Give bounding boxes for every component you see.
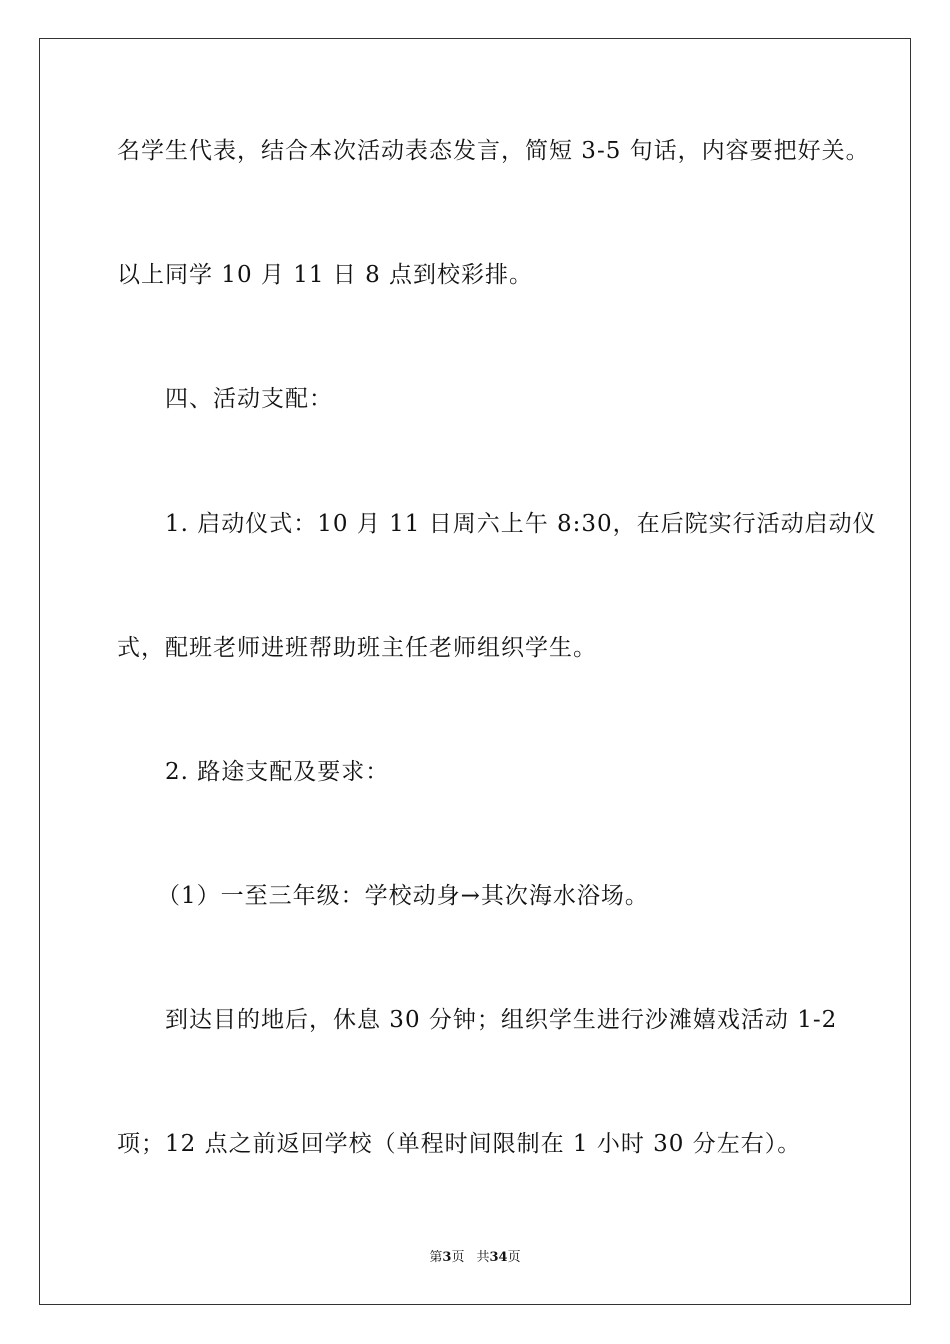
total-pages: 34: [489, 1250, 508, 1265]
body-line-6: 2. 路途支配及要求：: [165, 759, 390, 785]
body-line-9: 项；12 点之前返回学校（单程时间限制在 1 小时 30 分左右）。: [117, 1131, 802, 1157]
body-line-7: （1）一至三年级：学校动身→其次海水浴场。: [157, 883, 649, 909]
total-prefix: 共: [476, 1250, 490, 1265]
page-number: 3: [442, 1250, 452, 1265]
body-line-4: 1. 启动仪式：10 月 11 日周六上午 8:30，在后院实行活动启动仪: [165, 511, 877, 537]
page-footer: [0, 1250, 950, 1266]
page-prefix: 第: [429, 1250, 443, 1265]
total-suffix: 页: [507, 1250, 521, 1265]
body-line-2: 以上同学 10 月 11 日 8 点到校彩排。: [117, 262, 534, 288]
body-line-1: 名学生代表，结合本次活动表态发言，简短 3-5 句话，内容要把好关。: [117, 138, 870, 164]
page-border: [39, 38, 911, 1305]
page-suffix: 页: [451, 1250, 465, 1265]
section-heading: 四、活动支配：: [165, 386, 333, 412]
body-line-5: 式，配班老师进班帮助班主任老师组织学生。: [117, 635, 597, 661]
body-line-8: 到达目的地后，休息 30 分钟；组织学生进行沙滩嬉戏活动 1-2: [165, 1007, 838, 1033]
